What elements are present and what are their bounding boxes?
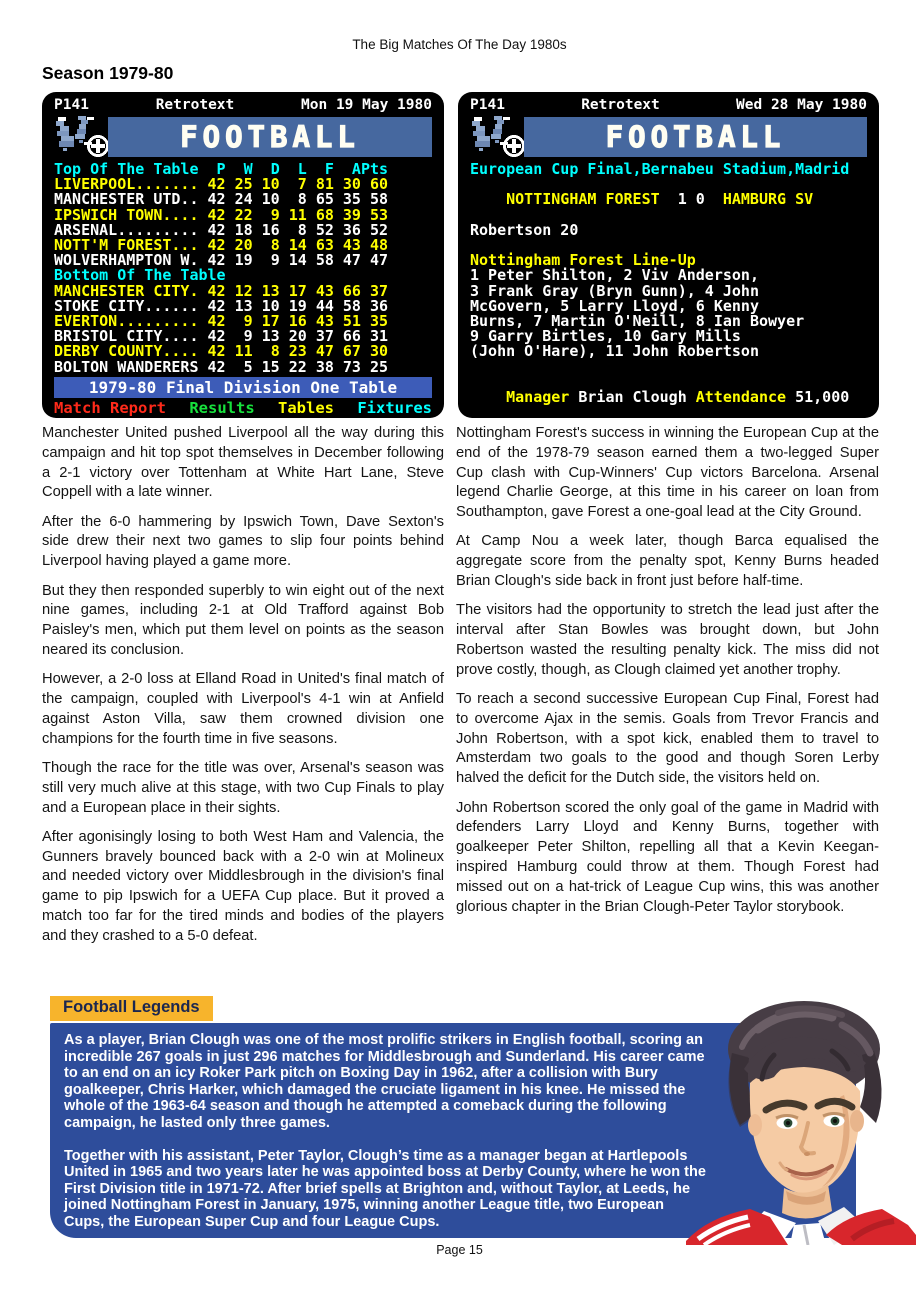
article-column-left	[42, 424, 444, 956]
football-logo-row	[470, 115, 867, 159]
manager-attendance-line	[470, 375, 867, 418]
paragraph: John Robertson scored the only goal of the game in Madrid with defenders Larry Lloyd and Kenny Burns, together with goalkeeper Peter Shilton, repelling all that a Kevin Keegan-inspired Hamburg could throw at them. Though Forest had missed out on a hat-trick of League Cup wins, this was another glorious chapter in the Brian Clough-Peter Taylor storybook.	[456, 799, 879, 915]
lineup-line: 9 Garry Birtles, 10 Gary Mills	[470, 327, 741, 346]
table-bottom-label: Bottom Of The Table	[54, 266, 226, 285]
teletext-panel-league-table	[42, 92, 444, 418]
table-row: DERBY COUNTY.... 42 11 8 23 47 67 30	[54, 342, 389, 361]
table-row: BRISTOL CITY.... 42 9 13 20 37 66 31	[54, 327, 389, 346]
football-legends-tab: Football Legends	[50, 996, 213, 1021]
legends-paragraph: As a player, Brian Clough was one of the most prolific strikers in English football, scoring an incredible 267 goals in just 296 matches for Middlesbrough and Sunderland. His career came to an end on an icy Roker Park pitch on Boxing Day in 1962, after a collision with Bury goalkeeper, Chris Harker, which damaged the cruciate ligament in his knee. He missed the whole of the 1963-64 season and though he attempted a comeback during the following campaign, he lasted only three games.	[64, 1032, 705, 1131]
paragraph: Nottingham Forest's success in winning the European Cup at the end of the 1978-79 season earned them a two-legged Super Cup clash with Cup-Winners' Cup victors Barcelona. Arsenal legend Charlie George, at this time in his career on loan from Southampton, gave Forest a one-goal lead at the City Ground.	[456, 425, 879, 521]
table-row: NOTT'M FOREST... 42 20 8 14 63 43 48	[54, 236, 389, 255]
teletext-page-number: P141	[470, 97, 505, 113]
page-number: Page 15	[436, 1243, 483, 1257]
article-column-right	[456, 424, 879, 927]
football-banner: FOOTBALL	[524, 117, 867, 157]
pixel-boot-and-ball-icon	[54, 115, 108, 159]
legends-paragraph: Together with his assistant, Peter Taylor, Clough’s time as a manager began at Hartlepools United in 1965 and two years later he was appointed boss at Derby County, where he won the First Division title in 1971-72. After brief spells at Brighton and, without Taylor, at Leeds, he joined Nottingham Forest in January, 1975, winning another League title, two European Cups, the European Super Cup and four League Cups.	[64, 1147, 706, 1230]
paragraph: Manchester United pushed Liverpool all the way during this campaign and hit top spot themselves in December following a 2-1 victory over Tottenham at White Hart Lane, Steve Coppell with a late winner.	[42, 425, 444, 501]
table-row: ARSENAL......... 42 18 16 8 52 36 52	[54, 220, 389, 239]
paragraph: But they then responded superbly to win eight out of the next nine games, including 2-1 at Old Trafford against Bob Paisley's men, which put them level on points as the season neared its conclusion.	[42, 582, 444, 658]
table-row: BOLTON WANDERERS 42 5 15 22 38 73 25	[54, 357, 389, 376]
football-banner: FOOTBALL	[108, 117, 432, 157]
teletext-date: Mon 19 May 1980	[301, 97, 432, 113]
manager-label: Manager	[506, 388, 570, 407]
pixel-boot-and-ball-icon	[470, 115, 524, 159]
paragraph: After agonisingly losing to both West Ham and Valencia, the Gunners bravely bounced back with a 2-0 win at Molineux and needed victory over Middlesbrough in the division's final game to pip Ipswich for a UEFA Cup place. But it proved a match too far for the tired minds and bodies of the players and they crashed to a 5-0 defeat.	[42, 828, 444, 944]
teletext-header-row	[54, 98, 432, 113]
panel-title-bar: 1979-80 Final Division One Table	[54, 377, 432, 398]
teletext-date: Wed 28 May 1980	[736, 97, 867, 113]
lineup-line: 3 Frank Gray (Bryn Gunn), 4 John	[470, 281, 759, 300]
manager-name: Brian Clough	[578, 388, 687, 407]
attendance-value: 51,000	[795, 388, 850, 407]
football-logo-row	[54, 115, 432, 159]
teletext-panel-european-cup	[458, 92, 879, 418]
table-row: EVERTON......... 42 9 17 16 43 51 35	[54, 312, 389, 331]
lineup-line: 1 Peter Shilton, 2 Viv Anderson,	[470, 266, 759, 285]
season-heading: Season 1979-80	[42, 63, 174, 83]
teletext-page-number: P141	[54, 97, 89, 113]
table-header-row: Top Of The Table P W D L F A Pts	[54, 160, 389, 178]
match-subtitle: European Cup Final,Bernabeu Stadium,Madrid	[470, 160, 850, 178]
fastext-green-label: Results	[189, 398, 255, 417]
paragraph: To reach a second successive European Cup Final, Forest had to overcome Ajax in the semis. Goals from Trevor Francis and John Robertson, with a spot kick, enabled them to travel to Amsterdam two goals to the good and though Soren Lerby halved the deficit for the Dutch side, the visitors held on.	[456, 691, 879, 787]
fastext-red-label: Match Report	[54, 398, 166, 417]
lineup-line: (John O'Hare), 11 John Robertson	[470, 342, 759, 361]
score-line	[470, 177, 867, 223]
goal-scorer: Robertson 20	[470, 220, 579, 239]
football-legends-panel	[50, 1023, 856, 1238]
table-row: IPSWICH TOWN.... 42 22 9 11 68 39 53	[54, 205, 389, 224]
table-row: STOKE CITY...... 42 13 10 19 44 58 36	[54, 296, 389, 315]
table-row: MANCHESTER CITY. 42 12 13 17 43 66 37	[54, 281, 389, 300]
lineup-title: Nottingham Forest Line-Up	[470, 251, 696, 270]
teletext-service-name: Retrotext	[581, 97, 660, 113]
paragraph: Though the race for the title was over, Arsenal's season was still very much alive at this stage, with two Cup Finals to play and a European place in their sights.	[42, 759, 444, 816]
fastext-row	[54, 400, 432, 416]
fastext-yellow-label: Tables	[278, 398, 334, 417]
teletext-header-row	[470, 98, 867, 113]
table-row: LIVERPOOL....... 42 25 10 7 81 30 60	[54, 175, 389, 194]
paragraph: The visitors had the opportunity to stretch the lead just after the interval after Stan Bowles was brought down, but John Robertson wasted the resulting penalty kick. The miss did not prove costly, though, as Clough claimed yet another trophy.	[456, 602, 879, 678]
fastext-cyan-label: Fixtures	[357, 398, 432, 417]
paragraph: However, a 2-0 loss at Elland Road in United's final match of the campaign, coupled with Liverpool's 4-1 win at Anfield against Aston Villa, saw them crowned division one champions for the fourth time in five seasons.	[42, 671, 444, 747]
lineup-line: Burns, 7 Martin O'Neill, 8 Ian Bowyer	[470, 312, 805, 331]
paragraph: At Camp Nou a week later, though Barca equalised the aggregate score from the penalty spot, Kenny Burns headed Brian Clough's side back in front just before half-time.	[456, 533, 879, 590]
away-team: HAMBURG SV	[722, 190, 814, 209]
home-team: NOTTINGHAM FOREST	[506, 190, 660, 209]
paragraph: After the 6-0 hammering by Ipswich Town, Dave Sexton's side drew their next two games to slip four points behind Liverpool having played a game more.	[42, 513, 444, 570]
attendance-label: Attendance	[695, 388, 787, 407]
table-row: MANCHESTER UTD.. 42 24 10 8 65 35 58	[54, 190, 389, 209]
table-row: WOLVERHAMPTON W. 42 19 9 14 58 47 47	[54, 251, 389, 270]
lineup-line: McGovern, 5 Larry Lloyd, 6 Kenny	[470, 296, 759, 315]
book-title: The Big Matches Of The Day 1980s	[352, 37, 567, 52]
score-result: 1 0	[677, 190, 705, 209]
teletext-service-name: Retrotext	[155, 97, 235, 113]
